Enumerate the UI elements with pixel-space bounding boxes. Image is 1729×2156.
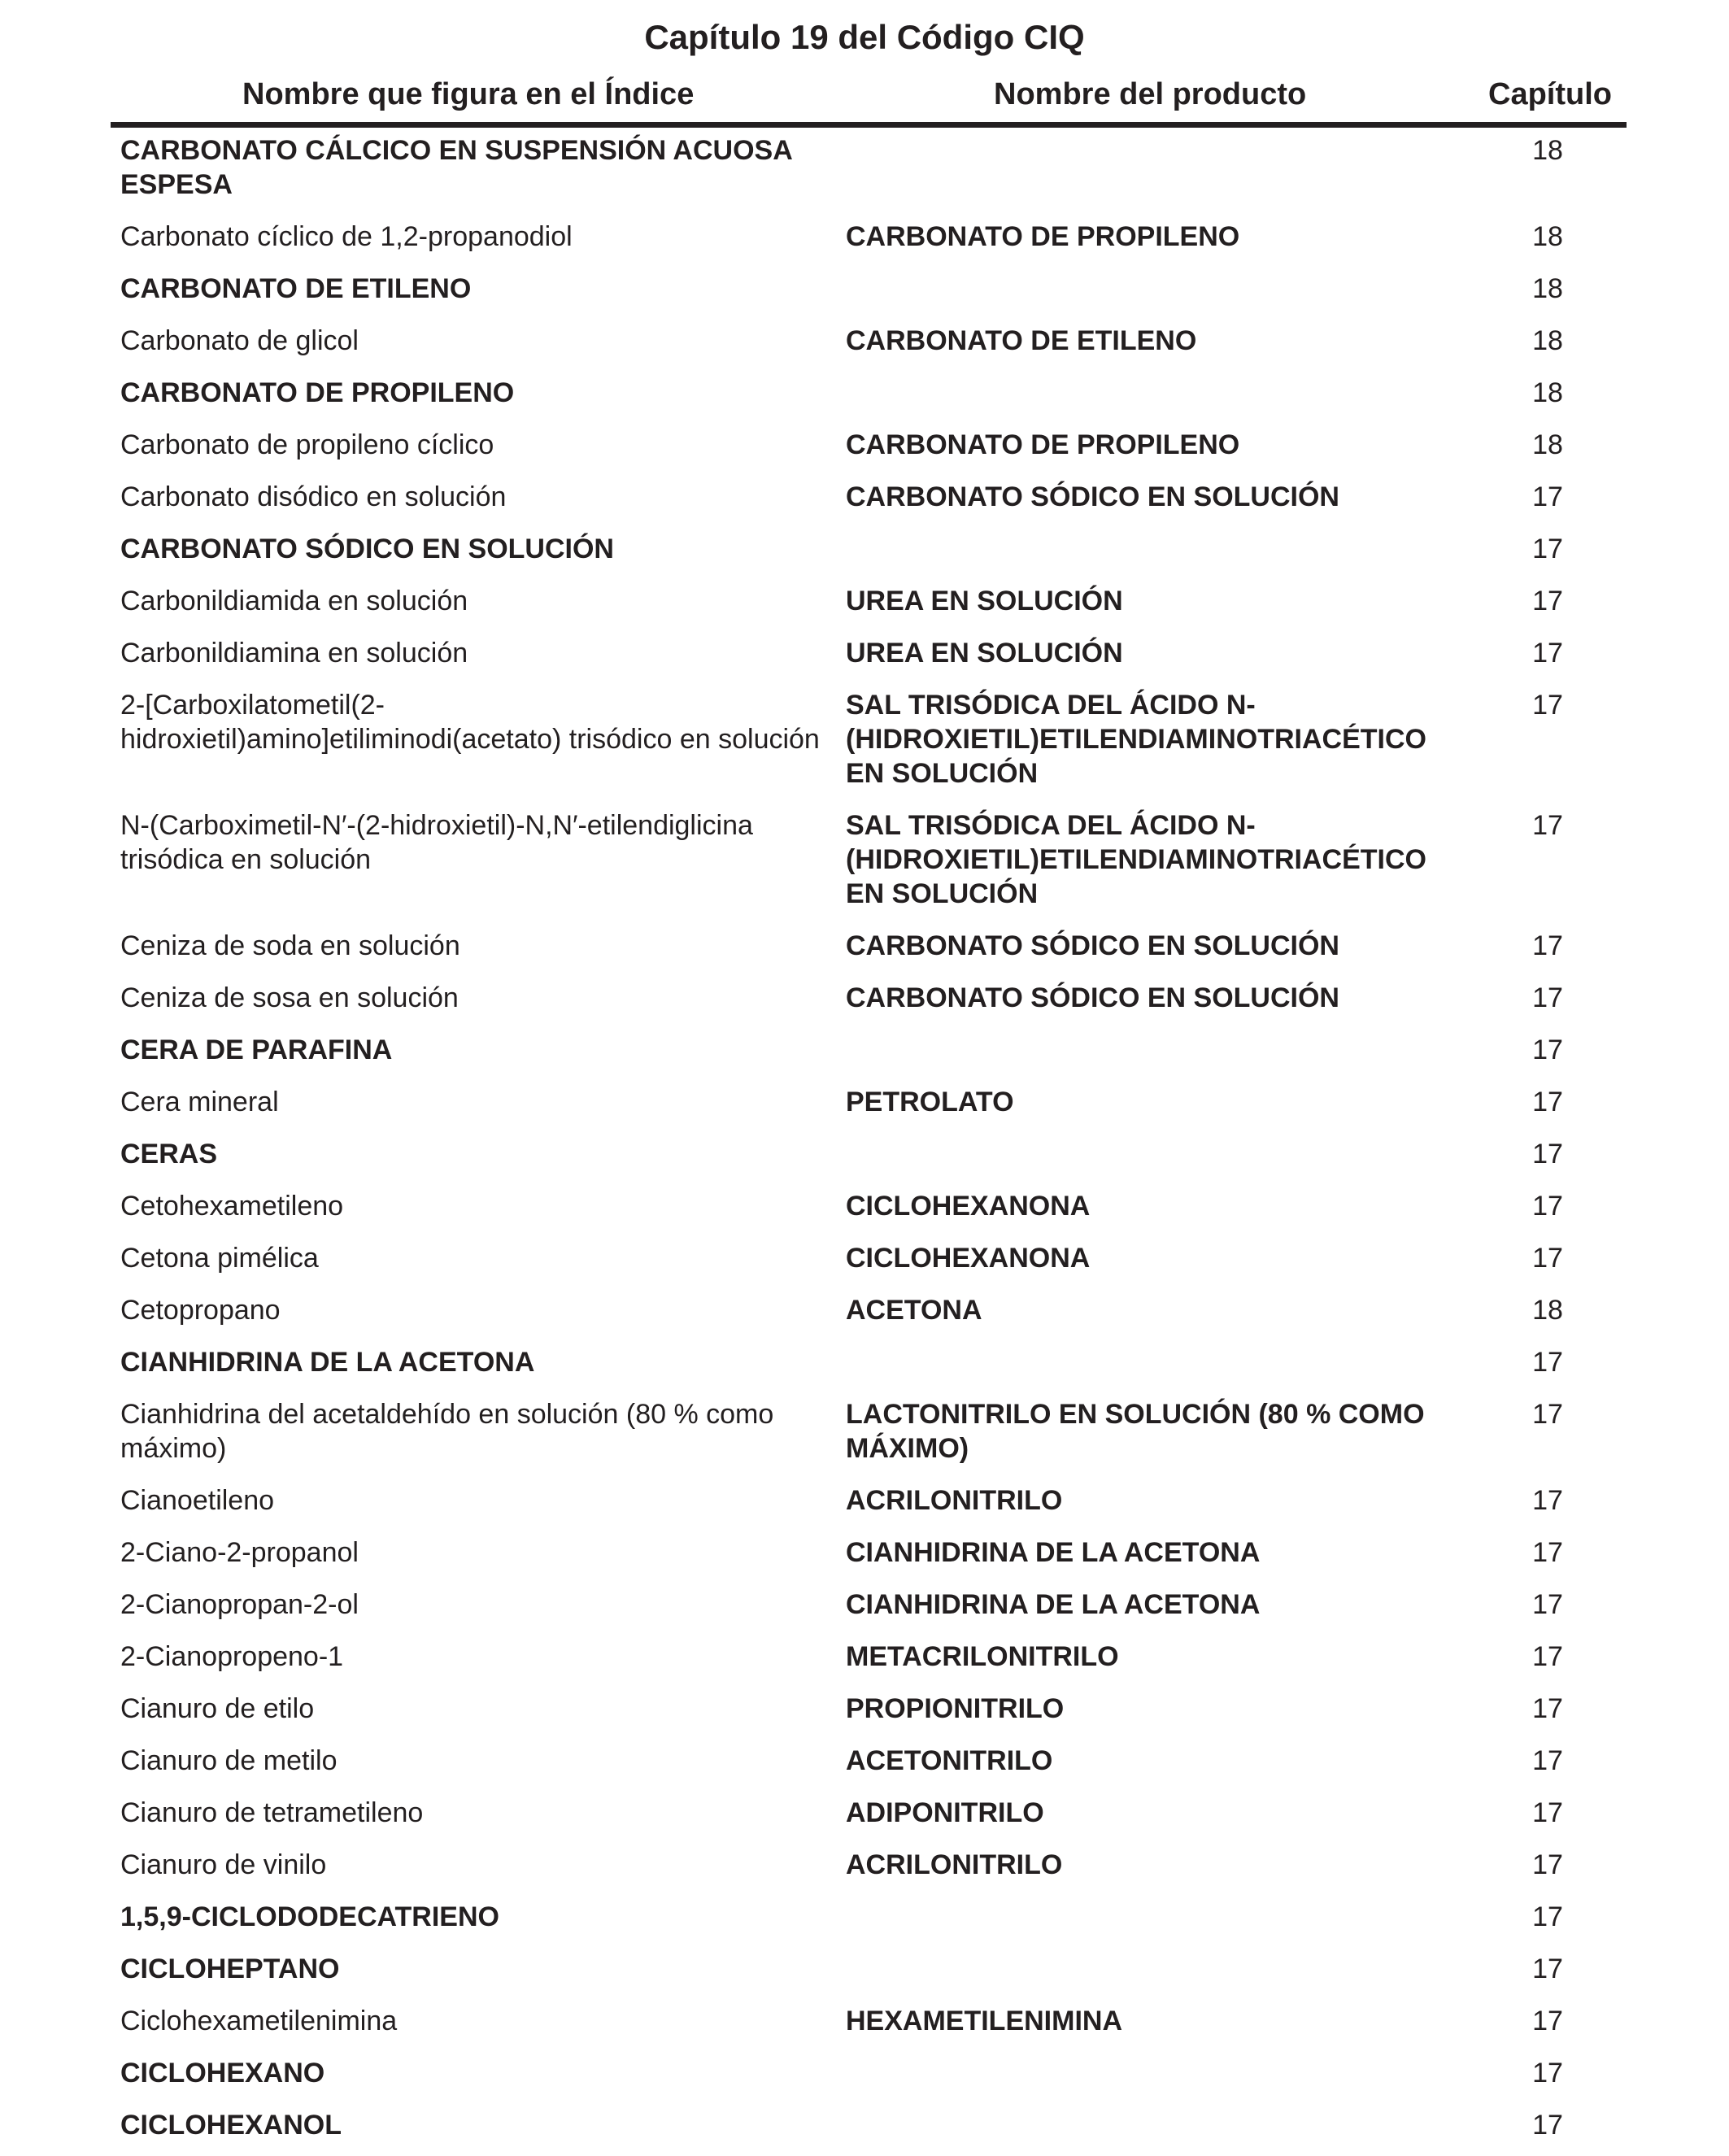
table-row: [0, 632, 1729, 684]
table-row: [0, 2052, 1729, 2104]
chapter-cell: 17: [1532, 2110, 1563, 2141]
index-name-cell: 2-Cianopropan-2-ol: [120, 1589, 359, 1620]
chapter-cell: 18: [1532, 273, 1563, 304]
table-row: [0, 320, 1729, 372]
chapter-cell: 17: [1532, 1087, 1563, 1117]
chapter-cell: 17: [1532, 1347, 1563, 1378]
index-name-cell: Cianuro de vinilo: [120, 1849, 327, 1880]
index-name-cell: CARBONATO SÓDICO EN SOLUCIÓN: [120, 534, 614, 564]
chapter-cell: 17: [1532, 638, 1563, 669]
index-name-cell: Ceniza de sosa en solución: [120, 982, 459, 1013]
index-name-cell: Ciclohexametilenimina: [120, 2006, 398, 2036]
chapter-cell: 17: [1532, 534, 1563, 564]
index-name-cell: Cianuro de metilo: [120, 1745, 338, 1776]
product-name-cell: UREA EN SOLUCIÓN: [846, 586, 1123, 616]
product-name-cell: CARBONATO DE ETILENO: [846, 325, 1197, 356]
index-name-cell: CARBONATO DE PROPILENO: [120, 377, 515, 408]
header-product-name: Nombre del producto: [994, 77, 1307, 111]
header-rule: [111, 122, 1627, 128]
chapter-cell: 17: [1532, 1693, 1563, 1724]
product-name-cell: CARBONATO DE PROPILENO: [846, 221, 1240, 252]
product-name-cell: LACTONITRILO EN SOLUCIÓN (80 % COMO MÁXIMO): [846, 1399, 1425, 1464]
chapter-cell: 17: [1532, 982, 1563, 1013]
chapter-cell: 17: [1532, 1849, 1563, 1880]
index-name-cell: Carbonato disódico en solución: [120, 481, 507, 512]
chapter-cell: 17: [1532, 1399, 1563, 1430]
chapter-cell: 17: [1532, 810, 1563, 841]
chapter-cell: 17: [1532, 1537, 1563, 1568]
chapter-cell: 17: [1532, 930, 1563, 961]
product-name-cell: ACETONA: [846, 1295, 982, 1326]
table-row: [0, 476, 1729, 528]
table-row: [0, 528, 1729, 580]
chapter-cell: 17: [1532, 1191, 1563, 1222]
index-name-cell: CARBONATO CÁLCICO EN SUSPENSIÓN ACUOSA ESPESA: [120, 135, 792, 200]
table-row: [0, 1133, 1729, 1185]
index-name-cell: Cianuro de tetrametileno: [120, 1797, 424, 1828]
table-row: [0, 1479, 1729, 1531]
product-name-cell: ACETONITRILO: [846, 1745, 1053, 1776]
table-row: [0, 977, 1729, 1029]
table-row: [0, 1081, 1729, 1133]
product-name-cell: SAL TRISÓDICA DEL ÁCIDO N-(HIDROXIETIL)ETILENDIAMINOTRIACÉTICO EN SOLUCIÓN: [846, 690, 1426, 789]
table-row: [0, 1341, 1729, 1393]
index-name-cell: Ceniza de soda en solución: [120, 930, 460, 961]
index-name-cell: CICLOHEXANOL: [120, 2110, 342, 2141]
chapter-cell: 17: [1532, 1641, 1563, 1672]
product-name-cell: CARBONATO SÓDICO EN SOLUCIÓN: [846, 481, 1339, 512]
chapter-cell: 17: [1532, 1953, 1563, 1984]
index-name-cell: Cetopropano: [120, 1295, 281, 1326]
table-row: [0, 1583, 1729, 1636]
header-index-name: Nombre que figura en el Índice: [242, 77, 695, 111]
product-name-cell: CIANHIDRINA DE LA ACETONA: [846, 1589, 1261, 1620]
index-name-cell: N-(Carboximetil-N′-(2-hidroxietil)-N,N′-etilendiglicina trisódica en solución: [120, 810, 753, 875]
table-row: [0, 424, 1729, 476]
table-row: [0, 1185, 1729, 1237]
table-row: [0, 216, 1729, 268]
product-name-cell: CICLOHEXANONA: [846, 1243, 1091, 1274]
table-row: [0, 2000, 1729, 2052]
table-row: [0, 1688, 1729, 1740]
product-name-cell: PROPIONITRILO: [846, 1693, 1065, 1724]
table-row: [0, 1896, 1729, 1948]
table-row: [0, 1289, 1729, 1341]
product-name-cell: SAL TRISÓDICA DEL ÁCIDO N-(HIDROXIETIL)ETILENDIAMINOTRIACÉTICO EN SOLUCIÓN: [846, 810, 1426, 909]
index-name-cell: CICLOHEXANO: [120, 2058, 325, 2088]
index-name-cell: CERAS: [120, 1139, 218, 1169]
index-name-cell: Cianuro de etilo: [120, 1693, 315, 1724]
product-name-cell: METACRILONITRILO: [846, 1641, 1119, 1672]
chapter-cell: 17: [1532, 1745, 1563, 1776]
product-name-cell: CARBONATO SÓDICO EN SOLUCIÓN: [846, 930, 1339, 961]
table-row: [0, 372, 1729, 424]
table-row: [0, 804, 1729, 925]
index-name-cell: Cera mineral: [120, 1087, 279, 1117]
page-title: Capítulo 19 del Código CIQ: [644, 18, 1085, 56]
index-name-cell: CICLOHEPTANO: [120, 1953, 340, 1984]
chapter-cell: 18: [1532, 135, 1563, 166]
index-name-cell: 2-[Carboxilatometil(2-hidroxietil)amino]etiliminodi(acetato) trisódico en solución: [120, 690, 820, 755]
index-name-cell: CERA DE PARAFINA: [120, 1034, 393, 1065]
chapter-cell: 18: [1532, 377, 1563, 408]
chapter-cell: 17: [1532, 481, 1563, 512]
product-name-cell: CARBONATO DE PROPILENO: [846, 429, 1240, 460]
column-headers: [0, 72, 1729, 117]
table-row: [0, 1948, 1729, 2000]
index-name-cell: 1,5,9-CICLODODECATRIENO: [120, 1901, 499, 1932]
chapter-cell: 18: [1532, 221, 1563, 252]
table-row: [0, 1844, 1729, 1896]
chapter-cell: 17: [1532, 690, 1563, 721]
index-name-cell: Cetohexametileno: [120, 1191, 344, 1222]
table-row: [0, 1636, 1729, 1688]
product-name-cell: CARBONATO SÓDICO EN SOLUCIÓN: [846, 982, 1339, 1013]
product-name-cell: CICLOHEXANONA: [846, 1191, 1091, 1222]
chapter-cell: 18: [1532, 429, 1563, 460]
table-row: [0, 925, 1729, 977]
table-row: [0, 1792, 1729, 1844]
product-name-cell: ACRILONITRILO: [846, 1485, 1063, 1516]
chapter-cell: 18: [1532, 1295, 1563, 1326]
index-table: [0, 129, 1729, 2156]
table-row: [0, 1237, 1729, 1289]
product-name-cell: CIANHIDRINA DE LA ACETONA: [846, 1537, 1261, 1568]
product-name-cell: UREA EN SOLUCIÓN: [846, 638, 1123, 669]
index-name-cell: Carbonato de glicol: [120, 325, 359, 356]
chapter-cell: 17: [1532, 1589, 1563, 1620]
chapter-cell: 17: [1532, 1034, 1563, 1065]
index-name-cell: CIANHIDRINA DE LA ACETONA: [120, 1347, 535, 1378]
table-row: [0, 1531, 1729, 1583]
index-name-cell: 2-Ciano-2-propanol: [120, 1537, 359, 1568]
header-chapter: Capítulo: [1488, 77, 1612, 111]
chapter-cell: 17: [1532, 1901, 1563, 1932]
product-name-cell: ADIPONITRILO: [846, 1797, 1044, 1828]
index-name-cell: Carbonato de propileno cíclico: [120, 429, 494, 460]
table-row: [0, 580, 1729, 632]
product-name-cell: HEXAMETILENIMINA: [846, 2006, 1122, 2036]
chapter-cell: 18: [1532, 325, 1563, 356]
table-row: [0, 1029, 1729, 1081]
chapter-cell: 17: [1532, 2058, 1563, 2088]
index-name-cell: 2-Cianopropeno-1: [120, 1641, 344, 1672]
index-name-cell: Cetona pimélica: [120, 1243, 319, 1274]
index-name-cell: Cianoetileno: [120, 1485, 275, 1516]
table-row: [0, 268, 1729, 320]
chapter-cell: 17: [1532, 1243, 1563, 1274]
index-name-cell: Carbonildiamida en solución: [120, 586, 468, 616]
table-row: [0, 1393, 1729, 1479]
table-row: [0, 684, 1729, 804]
product-name-cell: ACRILONITRILO: [846, 1849, 1063, 1880]
index-name-cell: Carbonato cíclico de 1,2-propanodiol: [120, 221, 573, 252]
chapter-cell: 17: [1532, 2006, 1563, 2036]
chapter-cell: 17: [1532, 1485, 1563, 1516]
table-row: [0, 2104, 1729, 2156]
table-row: [0, 129, 1729, 216]
chapter-cell: 17: [1532, 1139, 1563, 1169]
chapter-cell: 17: [1532, 586, 1563, 616]
index-name-cell: Cianhidrina del acetaldehído en solución (80 % como máximo): [120, 1399, 774, 1464]
chapter-cell: 17: [1532, 1797, 1563, 1828]
product-name-cell: PETROLATO: [846, 1087, 1014, 1117]
index-name-cell: CARBONATO DE ETILENO: [120, 273, 472, 304]
table-row: [0, 1740, 1729, 1792]
index-name-cell: Carbonildiamina en solución: [120, 638, 468, 669]
